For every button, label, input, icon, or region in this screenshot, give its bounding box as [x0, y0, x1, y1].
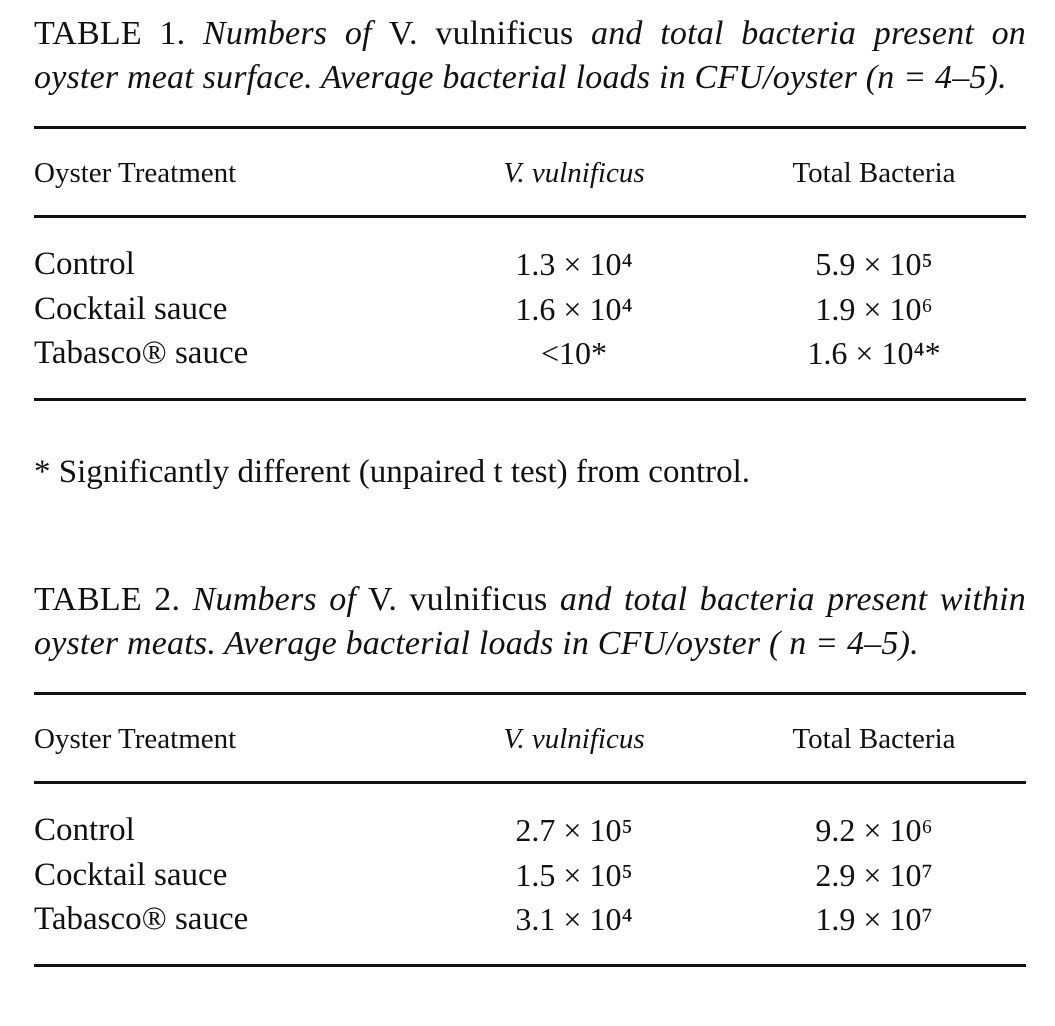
table-2-bottom-rule [34, 964, 1026, 967]
table-1-header-vvulnificus: V. vulnificus [503, 157, 645, 189]
table-1-label: TABLE 1. [34, 15, 186, 52]
table-2-row-1-total: 9.2 × 10⁶ [815, 812, 933, 848]
table-row [34, 808, 1026, 853]
table-2-row-2-treatment: Cocktail sauce [34, 856, 228, 893]
table-1-caption-text-b: and total bacteria present on oyster meat surface. Average bacterial loads in CFU/oyster (n = 4–5). [34, 15, 1027, 96]
table-2-header-total-bacteria: Total Bacteria [792, 723, 956, 755]
table-2-row-3-total: 1.9 × 10⁷ [815, 901, 933, 937]
table-row [34, 331, 1026, 376]
table-2-caption-text-a: Numbers of [192, 581, 357, 618]
table-1-row-1-treatment: Control [34, 246, 135, 282]
table-1-caption-text-a: Numbers of [203, 15, 372, 52]
table-2-row-1-vvulnificus: 2.7 × 10⁵ [515, 812, 633, 848]
table-2-row-2-total: 2.9 × 10⁷ [815, 856, 933, 893]
table-2-caption-organism: V. vulnificus [367, 581, 548, 618]
table-2-caption-text-b: and total bacteria present within oyster meats. Average bacterial loads in CFU/oyster ( n = 4–5). [34, 581, 1027, 662]
table-1-header-treatment: Oyster Treatment [34, 157, 237, 189]
table-1-footnote: * Significantly different (unpaired t test) from control. [34, 454, 751, 490]
table-1-row-3-total: 1.6 × 10⁴* [807, 335, 941, 371]
table-2-row-3-vvulnificus: 3.1 × 10⁴ [515, 901, 633, 937]
table-2-caption [34, 578, 1026, 666]
table-2-body [34, 784, 1026, 964]
table-2-header-treatment: Oyster Treatment [34, 723, 237, 755]
table-1-row-3-treatment: Tabasco® sauce [34, 335, 249, 371]
table-1-header-row [34, 129, 1026, 215]
table-1-row-1-vvulnificus: 1.3 × 10⁴ [515, 246, 633, 282]
table-row [34, 242, 1026, 287]
table-1-body [34, 218, 1026, 398]
table-row [34, 853, 1026, 898]
table-row [34, 897, 1026, 942]
table-1-row-2-total: 1.9 × 10⁶ [815, 290, 933, 327]
table-2-row-2-vvulnificus: 1.5 × 10⁵ [515, 856, 633, 893]
table-1-header-total-bacteria: Total Bacteria [792, 157, 956, 189]
table-1-bottom-rule [34, 398, 1026, 401]
table-1-row-2-vvulnificus: 1.6 × 10⁴ [515, 290, 633, 327]
table-1-row-1-total: 5.9 × 10⁵ [815, 246, 933, 282]
table-1 [34, 12, 1026, 401]
table-2-header-vvulnificus: V. vulnificus [503, 723, 645, 755]
table-2-header-row [34, 695, 1026, 781]
table-2-row-1-treatment: Control [34, 812, 135, 848]
table-2-row-3-treatment: Tabasco® sauce [34, 901, 249, 937]
table-1-caption [34, 12, 1026, 100]
table-1-row-3-vvulnificus: <10* [540, 335, 608, 371]
table-2-label: TABLE 2. [34, 581, 181, 618]
table-1-row-2-treatment: Cocktail sauce [34, 290, 228, 327]
table-2 [34, 578, 1026, 967]
table-1-caption-organism: V. vulnificus [388, 15, 574, 52]
table-row [34, 287, 1026, 332]
